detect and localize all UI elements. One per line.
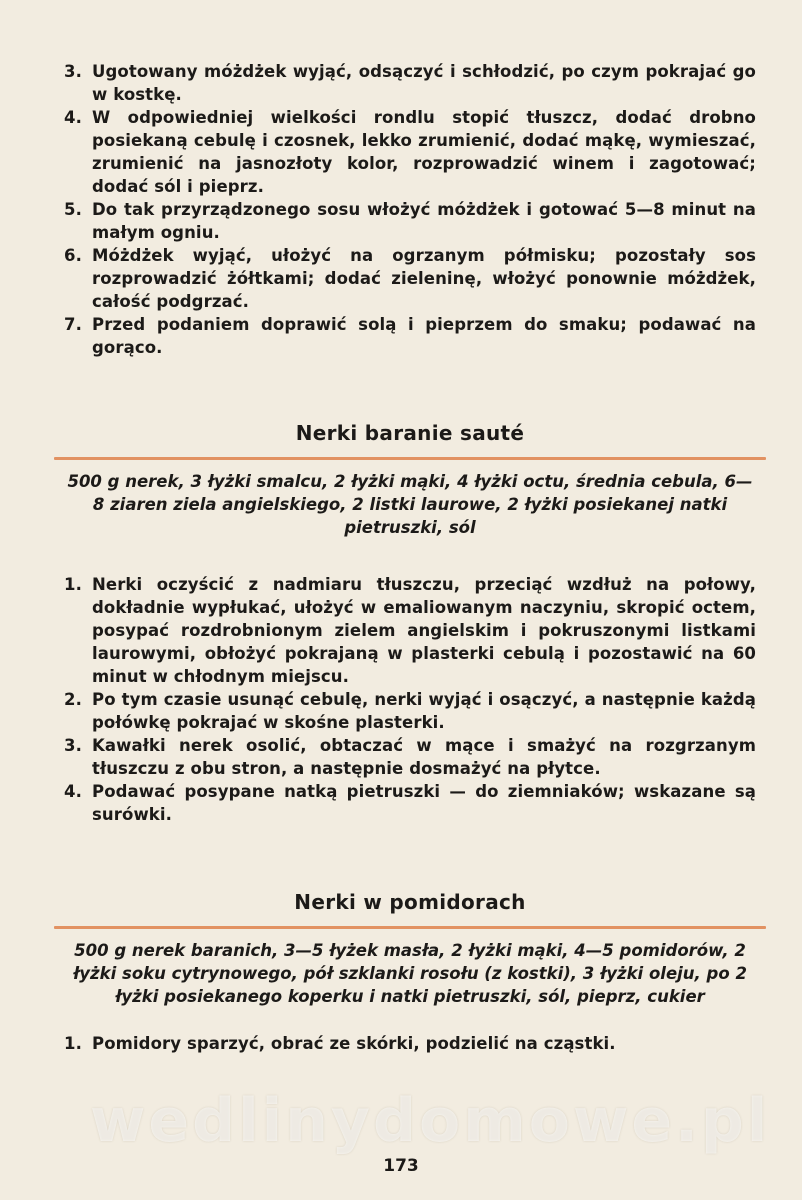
step-item xyxy=(64,106,756,198)
step-item xyxy=(64,1032,756,1055)
step-item xyxy=(64,573,756,688)
step-number: 6. xyxy=(64,246,82,265)
step-item xyxy=(64,688,756,734)
recipe-title: Nerki baranie sauté xyxy=(295,421,525,445)
title-divider xyxy=(54,457,766,460)
ingredients-list: 500 g nerek baranich, 3—5 łyżek masła, 2 łyżki mąki, 4—5 pomidorów, 2 łyżki soku cytrynowego, pół szklanki rosołu (z kostki), 3 łyżki oleju, po 2 łyżki posiekanego koperku i natki pietruszki, sól, pieprz, cukier xyxy=(73,941,747,1006)
recipe-title: Nerki w pomidorach xyxy=(294,890,526,914)
step-number: 4. xyxy=(64,782,82,801)
step-text: Przed podaniem doprawić solą i pieprzem do smaku; podawać na gorąco. xyxy=(92,315,756,357)
step-number: 2. xyxy=(64,690,82,709)
step-number: 3. xyxy=(64,62,82,81)
step-item xyxy=(64,780,756,826)
step-text: Podawać posypane natką pietruszki — do ziemniaków; wskazane są surówki. xyxy=(92,782,756,824)
watermark: wedlinydomowe.pl xyxy=(90,1086,771,1156)
recipe-steps xyxy=(64,573,756,826)
previous-recipe-steps xyxy=(64,60,756,359)
step-item xyxy=(64,734,756,780)
step-number: 3. xyxy=(64,736,82,755)
step-number: 1. xyxy=(64,1034,82,1053)
step-item xyxy=(64,198,756,244)
step-number: 5. xyxy=(64,200,82,219)
step-text: Ugotowany móżdżek wyjąć, odsączyć i schłodzić, po czym pokrajać go w kostkę. xyxy=(92,62,756,104)
step-text: Do tak przyrządzonego sosu włożyć móżdżek i gotować 5—8 minut na małym ogniu. xyxy=(92,200,756,242)
step-text: Po tym czasie usunąć cebulę, nerki wyjąć i osączyć, a następnie każdą połówkę pokrajać w skośne plasterki. xyxy=(92,690,756,732)
recipe-steps xyxy=(64,1032,756,1055)
title-divider xyxy=(54,926,766,929)
page-number: 173 xyxy=(383,1156,419,1176)
step-text: Nerki oczyścić z nadmiaru tłuszczu, przeciąć wzdłuż na połowy, dokładnie wypłukać, ułożyć w emaliowanym naczyniu, skropić octem, posypać rozdrobnionym zielem angielskim i pokruszonymi listkami laurowymi, obłożyć pokrajaną w plasterki cebulą i pozostawić na 60 minut w chłodnym miejscu. xyxy=(92,575,756,686)
step-text: Kawałki nerek osolić, obtaczać w mące i smażyć na rozgrzanym tłuszczu z obu stron, a następnie dosmażyć na płytce. xyxy=(92,736,756,778)
step-number: 4. xyxy=(64,108,82,127)
step-text: Móżdżek wyjąć, ułożyć na ogrzanym półmisku; pozostały sos rozprowadzić żółtkami; dodać zieleninę, włożyć ponownie móżdżek, całość podgrzać. xyxy=(92,246,756,311)
step-number: 7. xyxy=(64,315,82,334)
page-content xyxy=(64,60,756,1055)
step-item xyxy=(64,60,756,106)
ingredients-list: 500 g nerek, 3 łyżki smalcu, 2 łyżki mąki, 4 łyżki octu, średnia cebula, 6—8 ziaren ziela angielskiego, 2 listki laurowe, 2 łyżki posiekanej natki pietruszki, sól xyxy=(67,472,753,537)
step-text: Pomidory sparzyć, obrać ze skórki, podzielić na cząstki. xyxy=(92,1034,616,1053)
step-item xyxy=(64,244,756,313)
step-number: 1. xyxy=(64,575,82,594)
step-text: W odpowiedniej wielkości rondlu stopić tłuszcz, dodać drobno posiekaną cebulę i czosnek, lekko zrumienić, dodać mąkę, wymieszać, zrumienić na jasnozłoty kolor, rozprowadzić winem i zagotować; dodać sól i pieprz. xyxy=(92,108,756,196)
step-item xyxy=(64,313,756,359)
